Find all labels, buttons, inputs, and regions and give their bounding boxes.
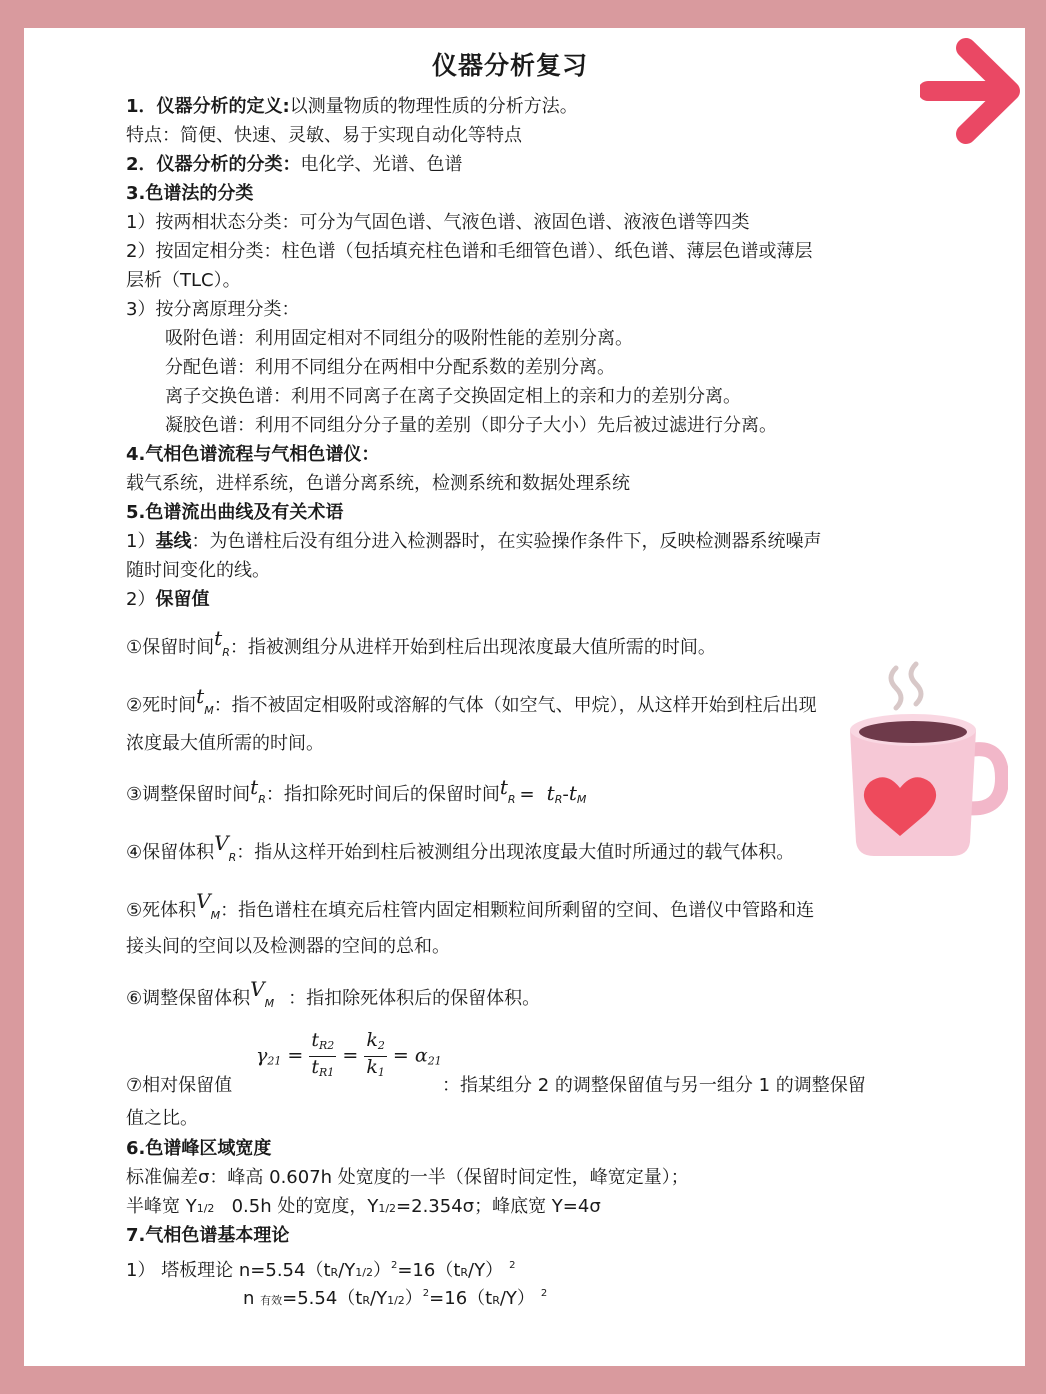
formula-k-den: k	[366, 1056, 378, 1078]
s5-item-7-cont: 值之比。	[126, 1108, 198, 1129]
i2-text: ：指不被固定相吸附或溶解的气体（如空气、甲烷），从这样开始到柱后出现	[213, 695, 817, 716]
s7-l2-s3: R	[492, 1294, 500, 1307]
s6-l2-a: 半峰宽 Y	[126, 1196, 197, 1217]
s5-b-prefix: 1）	[126, 531, 156, 552]
s7-l1-a: 1） 塔板理论 n=5.54（t	[126, 1260, 331, 1281]
i6-sub: M	[264, 997, 275, 1010]
s7-l2-s0: 有效	[260, 1294, 283, 1307]
i5-symbol: V	[196, 889, 211, 913]
formula-den-sub: R1	[319, 1066, 335, 1079]
s5-b-text: ：为色谱柱后没有组分进入检测器时，在实验操作条件下，反映检测器系统噪声	[191, 531, 822, 552]
s5-item-5	[126, 889, 815, 927]
i4-symbol: V	[214, 831, 229, 855]
i6-label: ⑥调整保留体积	[126, 988, 251, 1009]
i1-label: ①保留时间	[126, 637, 215, 658]
i3-eq-r1: t	[546, 781, 555, 805]
arrow-right-icon	[920, 36, 1020, 146]
s3-item-partition: 分配色谱：利用不同组分在两相中分配系数的差别分离。	[165, 357, 615, 378]
s7-l2-a: n	[243, 1288, 261, 1309]
i3-eq-lhs-sub: R	[507, 793, 516, 806]
i3-eq-r1-sub: R	[554, 793, 563, 806]
s2-text: 电化学、光谱、色谱	[300, 154, 463, 175]
s3-item-adsorption: 吸附色谱：利用固定相对不同组分的吸附性能的差别分离。	[165, 328, 633, 349]
s7-l1-p2: 2	[509, 1260, 516, 1271]
s7-l2-p1: 2	[422, 1288, 430, 1299]
s3-l2a: 2）按固定相分类：柱色谱（包括填充柱色谱和毛细管色谱）、纸色谱、薄层色谱或薄层	[126, 241, 813, 262]
i3-sub: R	[258, 793, 266, 806]
formula-frac-t	[309, 1030, 336, 1083]
s5-item-5-cont: 接头间的空间以及检测器的空间的总和。	[126, 936, 450, 957]
s3-item-gel: 凝胶色谱：利用不同组分分子量的差别（即分子大小）先后被过滤进行分离。	[165, 415, 777, 436]
s5-r-prefix: 2）	[126, 589, 156, 610]
s5-item-6	[126, 977, 541, 1015]
s3-l3: 3）按分离原理分类：	[126, 299, 300, 320]
s1-text: 以测量物质的物理性质的分析方法。	[289, 96, 578, 117]
formula-k-num-sub: 2	[377, 1039, 385, 1052]
s6-l1: 标准偏差σ：峰高 0.607h 处宽度的一半（保留时间定性，峰宽定量）；	[126, 1167, 689, 1188]
i5-label: ⑤死体积	[126, 900, 197, 921]
s1-line	[126, 96, 578, 118]
s7-l1-s3: R	[460, 1266, 469, 1279]
coffee-mug-icon	[838, 660, 1008, 870]
s7-l2-e: =16（t	[429, 1288, 493, 1309]
i2-sub: M	[204, 704, 214, 717]
s5-r-term: 保留值	[155, 589, 210, 610]
s3-item-ion-exchange: 离子交换色谱：利用不同离子在离子交换固定相上的亲和力的差别分离。	[165, 386, 741, 407]
s5-head: 5.色谱流出曲线及有关术语	[126, 502, 344, 523]
s7-l2-s2: 1/2	[387, 1294, 405, 1307]
s7-l1-b: /Y	[338, 1260, 356, 1281]
s6-l2-sub: 1/2	[196, 1202, 215, 1215]
s1-head: 1．仪器分析的定义:	[126, 96, 290, 117]
formula-gamma: γ	[256, 1044, 268, 1067]
s6-l2-c: =2.354σ；峰底宽 Y=4σ	[396, 1196, 601, 1217]
i2-label: ②死时间	[126, 695, 197, 716]
i3-text: ：指扣除死时间后的保留时间	[265, 784, 500, 805]
relative-retention-formula: $\gamma_{21}$ = $\frac{t_{R2}}{t_{R1}}$ = $\frac{k_2}{k_1}$ = $\alpha_{21}$	[256, 1030, 442, 1083]
s4-head: 4.气相色谱流程与气相色谱仪：	[126, 444, 380, 465]
formula-num: t	[311, 1029, 320, 1051]
formula-k-den-sub: 1	[377, 1066, 385, 1079]
s5-item-3	[126, 775, 587, 811]
s5-baseline	[126, 531, 821, 553]
s6-l2	[126, 1196, 601, 1220]
formula-k-num: k	[366, 1029, 378, 1051]
formula-alpha-sub: 21	[427, 1054, 442, 1068]
page-title: 仪器分析复习	[431, 51, 588, 80]
s7-l2-d: ）	[404, 1288, 423, 1309]
s3-l1: 1）按两相状态分类：可分为气固色谱、气液色谱、液固色谱、液液色谱等四类	[126, 212, 750, 233]
i3-eq-sign: =	[519, 784, 535, 805]
s3-head: 3.色谱法的分类	[126, 183, 254, 204]
s5-item-2-cont: 浓度最大值所需的时间。	[126, 733, 324, 754]
s5-b-term: 基线	[155, 531, 192, 552]
s7-l2-b: =5.54（t	[282, 1288, 363, 1309]
i3-symbol: t	[250, 775, 259, 799]
formula-num-sub: R2	[319, 1039, 335, 1052]
s5-item-7-label: ⑦相对保留值	[126, 1075, 233, 1096]
i1-sub: R	[222, 646, 230, 659]
s6-l2-sub2: 1/2	[378, 1202, 397, 1215]
i5-text: ：指色谱柱在填充后柱管内固定相颗粒间所剩留的空间、色谱仪中管路和连	[220, 900, 815, 921]
i3-eq-r2: t	[568, 781, 577, 805]
s7-l1-s1: R	[330, 1266, 339, 1279]
formula-alpha: α	[414, 1044, 428, 1067]
i4-label: ④保留体积	[126, 842, 215, 863]
s7-l1	[126, 1255, 515, 1284]
i3-eq-minus: -	[562, 784, 569, 805]
i1-text: ：指被测组分从进样开始到柱后出现浓度最大值所需的时间。	[229, 637, 716, 658]
i1-symbol: t	[214, 626, 223, 650]
i4-text: ：指从这样开始到柱后被测组分出现浓度最大值时所通过的载气体积。	[236, 842, 795, 863]
s6-head: 6.色谱峰区域宽度	[126, 1138, 272, 1159]
s7-l2-c: /Y	[370, 1288, 388, 1309]
s2-head: 2．仪器分析的分类：	[126, 154, 301, 175]
s6-l2-b: 0.5h 处的宽度，Y	[214, 1196, 379, 1217]
s7-l2-p2: 2	[540, 1288, 548, 1299]
s5-item-7-text: ：指某组分 2 的调整保留值与另一组分 1 的调整保留	[442, 1075, 866, 1096]
i2-symbol: t	[196, 684, 205, 708]
i3-eq-lhs: t	[499, 775, 508, 799]
i3-eq-r2-sub: M	[576, 793, 587, 806]
s7-l1-s2: 1/2	[355, 1266, 373, 1279]
s7-head: 7.气相色谱基本理论	[126, 1225, 290, 1246]
s7-l2-f: /Y）	[499, 1288, 535, 1309]
s5-item-1	[126, 626, 716, 664]
s7-l1-c: ）	[372, 1260, 391, 1281]
s7-l2	[243, 1283, 547, 1312]
s5-baseline-cont: 随时间变化的线。	[126, 560, 270, 581]
s7-l1-p1: 2	[390, 1260, 398, 1271]
formula-den: t	[311, 1056, 320, 1078]
i5-sub: M	[210, 909, 221, 922]
s2-line	[126, 154, 463, 176]
s4-text: 载气系统，进样系统，色谱分离系统，检测系统和数据处理系统	[126, 473, 630, 494]
s5-retention	[126, 589, 209, 611]
i3-label: ③调整保留时间	[126, 784, 251, 805]
s7-l1-d: =16（t	[397, 1260, 461, 1281]
s5-item-4	[126, 831, 795, 869]
formula-frac-k	[364, 1030, 387, 1083]
s1-feature: 特点：简便、快速、灵敏、易于实现自动化等特点	[126, 125, 522, 146]
i4-sub: R	[228, 851, 237, 864]
s7-l2-s1: R	[362, 1294, 371, 1307]
formula-gamma-sub: 21	[267, 1054, 282, 1068]
s7-l1-e: /Y）	[468, 1260, 504, 1281]
i6-text: ：指扣除死体积后的保留体积。	[288, 988, 541, 1009]
s5-item-2	[126, 684, 817, 722]
s3-l2b: 层析（TLC）。	[126, 270, 241, 291]
i6-symbol: V	[250, 977, 265, 1001]
